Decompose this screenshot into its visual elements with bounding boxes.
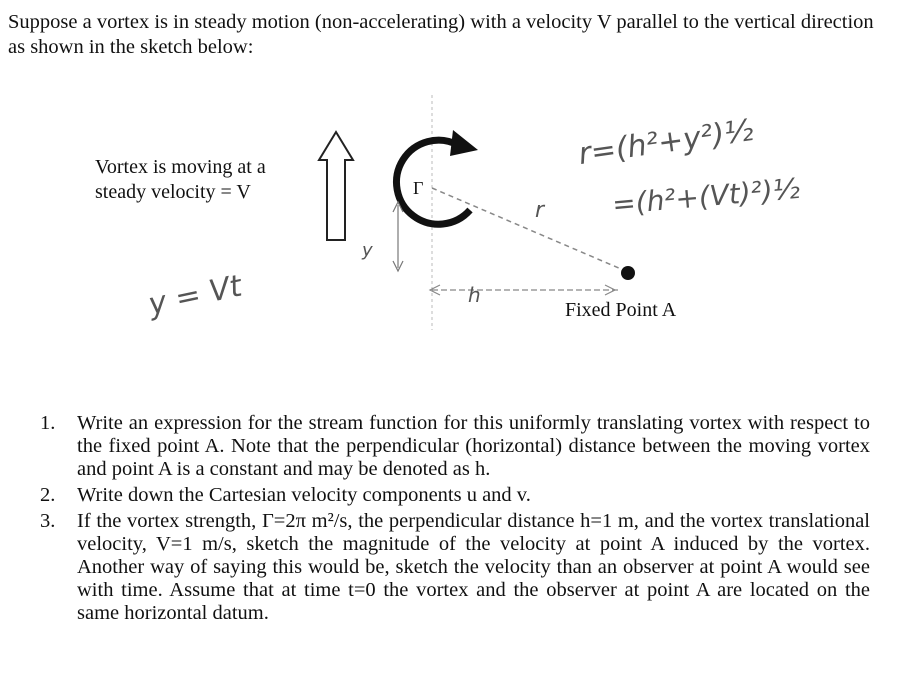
vortex-sketch — [0, 90, 912, 390]
handwritten-y-equation: y = Vt — [145, 268, 245, 323]
question-text: Write down the Cartesian velocity components u and v. — [77, 484, 531, 506]
fixed-point-caption: Fixed Point A — [565, 299, 677, 321]
gamma-label: Γ — [413, 178, 424, 198]
handwritten-r-equation-line1: r=(h²+y²)½ — [576, 112, 756, 173]
velocity-arrow — [319, 132, 353, 240]
handwritten-r-label: r — [535, 198, 545, 223]
intro-paragraph: Suppose a vortex is in steady motion (non-accelerating) with a velocity V parallel to the vertical direction as shown in the sketch below: — [8, 11, 874, 58]
question-item — [40, 484, 870, 507]
question-item — [40, 510, 870, 625]
question-text: Write an expression for the stream function for this uniformly translating vortex with respect to the fixed point A. Note that the perpendicular (horizontal) distance between the moving vortex and point A is a constant and may be denoted as h. — [77, 412, 870, 480]
question-list — [40, 412, 870, 628]
handwritten-y-label: y — [362, 240, 373, 261]
handwritten-h-label: h — [468, 283, 481, 307]
circulation-arrowhead — [450, 130, 478, 156]
question-text: If the vortex strength, Γ=2π m²/s, the perpendicular distance h=1 m, and the vortex translational velocity, V=1 m/s, sketch the magnitude of the velocity at point A induced by the vortex. Another way of saying this would be, sketch the velocity than an observer at point A would see with time. Assume that at time t=0 the vortex and the observer at point A are located on the same horizontal datum. — [77, 510, 870, 624]
question-number: 3. — [40, 510, 56, 532]
fixed-point-a-marker — [621, 266, 635, 280]
vortex-moving-caption: Vortex is moving at a steady velocity = V — [95, 156, 266, 203]
radius-line — [432, 188, 628, 272]
question-number: 1. — [40, 412, 56, 434]
handwritten-r-equation-line2: =(h²+(Vt)²)½ — [610, 171, 802, 222]
question-item — [40, 412, 870, 481]
question-number: 2. — [40, 484, 56, 506]
